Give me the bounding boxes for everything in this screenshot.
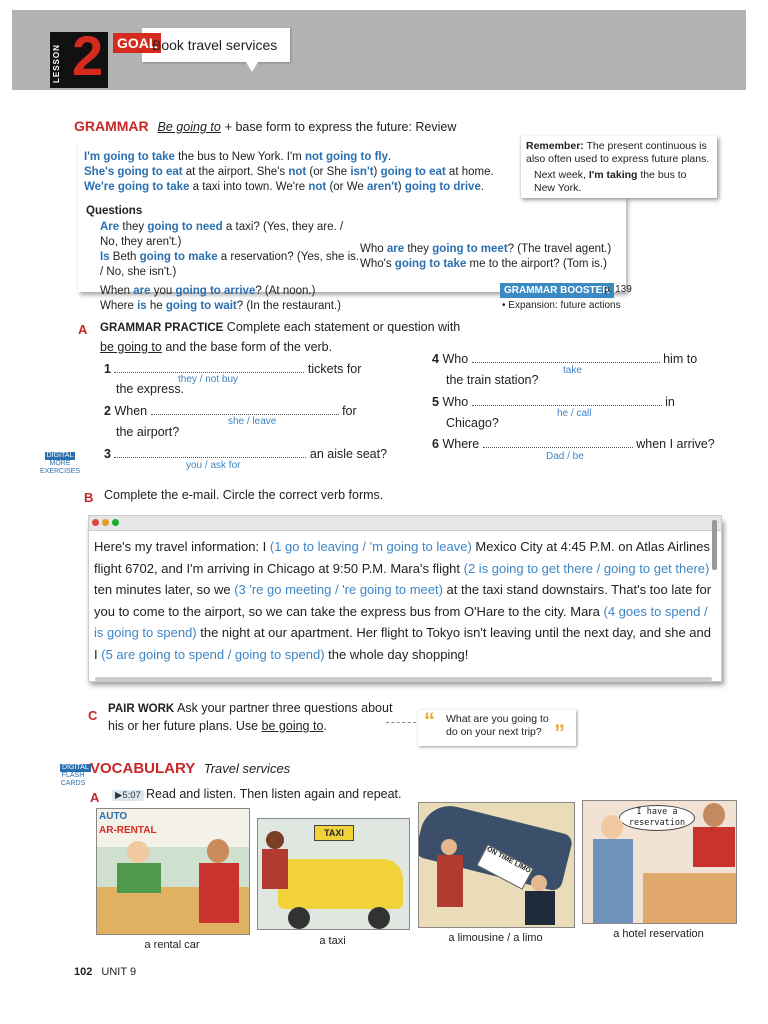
- grammar-booster-tag[interactable]: GRAMMAR BOOSTER: [500, 283, 614, 298]
- verb-choice[interactable]: (4 goes to spend / is going to spend): [94, 603, 708, 640]
- taxi-body: [278, 859, 403, 909]
- taxi-wheel: [368, 907, 390, 929]
- page-footer: [74, 966, 136, 978]
- email-text: Mexico City at 4:45 P.M. on Atlas Airlines flight 6702, and I'm arriving in Chicago at 9:50 P.M. Mara's flight: [94, 539, 711, 576]
- grammar-segment: ? (In the restaurant.): [236, 300, 341, 312]
- grammar-topic-rest: + base form to express the future: Review: [224, 120, 457, 134]
- question-line: [360, 242, 622, 257]
- email-text: the whole day shopping!: [324, 646, 469, 662]
- audio-track: 5:07: [122, 790, 141, 801]
- item-line2: the express.: [116, 382, 185, 396]
- grammar-segment: at the airport. She's: [182, 166, 289, 178]
- digital-line: FLASH: [61, 772, 85, 779]
- vocab-instruction: Read and listen. Then listen again and repeat.: [146, 787, 402, 801]
- grammar-segment: Are: [100, 221, 120, 233]
- grammar-segment: a taxi into town. We're: [189, 181, 309, 193]
- grammar-segment: .: [480, 181, 485, 193]
- minimize-window-icon[interactable]: [102, 519, 109, 526]
- questions-right: [360, 242, 622, 272]
- item-after: when I arrive?: [636, 437, 715, 451]
- grammar-segment: going to make: [139, 251, 218, 263]
- driver-body: [525, 891, 555, 925]
- grammar-segment: We're going to take: [84, 181, 190, 193]
- goal-box-tail: [246, 62, 258, 72]
- clerk-body: [117, 863, 161, 893]
- grammar-segment: She's going to eat: [84, 166, 183, 178]
- grammar-segment: Who: [360, 243, 387, 255]
- item-hint: you / ask for: [186, 460, 241, 471]
- receptionist-body: [693, 827, 735, 867]
- open-quote-icon: “: [424, 708, 435, 733]
- item-hint: they / not buy: [178, 374, 239, 385]
- rental-sign-top: AUTO: [99, 811, 128, 822]
- grammar-segment: at home.: [445, 166, 494, 178]
- grammar-segment: the bus to New York. I'm: [174, 151, 305, 163]
- statement-line: [84, 150, 524, 165]
- exercise-a-instruction-1: Complete each statement or question with: [226, 320, 461, 334]
- digital-line: MORE: [49, 460, 71, 467]
- item-before: Who: [442, 352, 469, 366]
- grammar-segment: they: [404, 243, 433, 255]
- customer-body: [199, 863, 239, 923]
- item-before: Who: [442, 395, 469, 409]
- item-after: an aisle seat?: [309, 447, 388, 461]
- item-line2: the airport?: [116, 425, 180, 439]
- grammar-segment: going to need: [147, 221, 223, 233]
- grammar-segment: ): [373, 166, 381, 178]
- grammar-segment: going to wait: [165, 300, 237, 312]
- booster-item-text: Expansion: future actions: [508, 300, 621, 311]
- passenger-body: [262, 849, 288, 889]
- rental-car-image: [96, 808, 250, 935]
- hotel-desk: [643, 873, 736, 923]
- remember-example-bold: I'm taking: [588, 169, 638, 181]
- grammar-segment: going to meet: [432, 243, 508, 255]
- answer-blank[interactable]: [472, 362, 660, 363]
- close-quote-icon: ”: [554, 720, 565, 745]
- exercise-a-item-6: [432, 437, 742, 451]
- grammar-segment: a reservation? (Yes, she is. / No, she isn't.): [100, 251, 360, 278]
- grammar-heading-row: [74, 118, 456, 134]
- grammar-segment: not: [288, 166, 307, 178]
- item-number: 6: [432, 437, 439, 451]
- hotel-reservation-image: [582, 800, 737, 924]
- grammar-segment: not going to fly: [304, 151, 388, 163]
- item-after: him to: [663, 352, 698, 366]
- close-window-icon[interactable]: [92, 519, 99, 526]
- questions-left: [100, 220, 360, 314]
- vocabulary-subheading: Travel services: [203, 761, 291, 776]
- grammar-segment: (or We: [326, 181, 367, 193]
- grammar-segment: going to take: [394, 258, 467, 270]
- exercise-a-item-4: [432, 352, 732, 366]
- digital-flash-cards[interactable]: [60, 764, 89, 788]
- question-line: [100, 220, 360, 250]
- grammar-segment: not: [308, 181, 327, 193]
- caption-hotel-reservation: a hotel reservation: [613, 928, 704, 940]
- quote-text: What are you going to do on your next trip?: [446, 713, 549, 738]
- grammar-segment: .: [388, 151, 392, 163]
- grammar-segment: (or She: [306, 166, 351, 178]
- grammar-segment: you: [150, 285, 176, 297]
- grammar-segment: ? (The travel agent.): [507, 243, 612, 255]
- statement-line: [84, 180, 524, 195]
- grammar-segment: they: [119, 221, 148, 233]
- grammar-segment: ? (At noon.): [255, 285, 316, 297]
- play-icon: ▶: [115, 790, 123, 801]
- taxi-sign: TAXI: [314, 825, 354, 841]
- quote-connector: [386, 722, 416, 723]
- traveler-body: [437, 855, 463, 907]
- item-number: 4: [432, 352, 439, 366]
- email-title-bar: [88, 515, 722, 531]
- item-after: in: [665, 395, 675, 409]
- remember-text: [526, 140, 712, 166]
- email-text: ten minutes later, so we: [94, 582, 235, 597]
- item-before: When: [114, 404, 148, 418]
- exercise-b-letter: B: [84, 490, 94, 505]
- grammar-segment: going to eat: [380, 166, 446, 178]
- exercise-c-heading: PAIR WORK: [108, 703, 175, 715]
- grammar-segment: I'm going to take: [84, 151, 175, 163]
- digital-more-exercises[interactable]: [40, 452, 80, 476]
- question-line: [100, 299, 360, 314]
- email-text: the night at our apartment. Her flight to Tokyo isn't leaving until the next day, and she and I: [94, 625, 711, 662]
- booster-page: p. 139: [604, 284, 632, 295]
- goal-title: Book travel services: [152, 37, 278, 53]
- customer-head: [207, 839, 229, 863]
- statement-line: [84, 165, 524, 180]
- lesson-word: LESSON: [52, 44, 61, 84]
- grammar-heading: GRAMMAR: [74, 118, 149, 134]
- speech-bubble: I have a reservation: [619, 805, 695, 831]
- email-text: at the taxi stand downstairs. That's too late for you to come to the airport, so we can take the express bus from O'Hare to the city. Mara: [94, 582, 712, 619]
- unit-label: UNIT 9: [101, 966, 137, 978]
- question-line: [100, 250, 360, 280]
- guest-body: [593, 839, 633, 923]
- grammar-segment: When: [100, 285, 134, 297]
- exercise-a-instruction-2: and the base form of the verb.: [165, 340, 333, 354]
- verb-choice[interactable]: (5 are going to spend / going to spend): [101, 646, 325, 662]
- grammar-segment: are: [386, 243, 405, 255]
- email-vertical-scrollbar[interactable]: [712, 520, 717, 570]
- grammar-segment: going to drive: [404, 181, 481, 193]
- limo-sign: ON TIME LIMO: [476, 844, 533, 890]
- exercise-c-instruction-1: Ask your partner three questions about his or her future plans. Use: [108, 701, 393, 733]
- item-line2: the train station?: [446, 373, 539, 387]
- answer-blank[interactable]: [114, 457, 306, 458]
- exercise-a-heading: GRAMMAR PRACTICE: [100, 322, 224, 334]
- exercise-a-item-5: [432, 395, 732, 409]
- zoom-window-icon[interactable]: [112, 519, 119, 526]
- grammar-segment: ): [397, 181, 405, 193]
- item-hint: take: [563, 365, 582, 376]
- grammar-segment: are: [133, 285, 151, 297]
- passenger-head: [266, 831, 284, 849]
- caption-rental-car: a rental car: [144, 939, 200, 951]
- grammar-segment: Beth: [109, 251, 140, 263]
- grammar-topic-underlined: Be going to: [157, 120, 221, 134]
- answer-blank[interactable]: [483, 447, 633, 448]
- remember-example-part2: the bus to New York.: [534, 169, 687, 194]
- grammar-segment: isn't: [350, 166, 374, 178]
- remember-example: [534, 169, 704, 195]
- vocab-a-letter: A: [90, 790, 100, 805]
- limousine-image: [418, 802, 575, 928]
- exercise-c-underlined: be going to: [261, 719, 324, 733]
- taxi-image: [257, 818, 410, 930]
- grammar-segment: going to arrive: [175, 285, 256, 297]
- item-hint: Dad / be: [546, 451, 584, 462]
- booster-item: • Expansion: future actions: [502, 300, 621, 311]
- questions-label: Questions: [86, 205, 143, 217]
- digital-line: EXERCISES: [40, 468, 81, 475]
- exercise-a-underlined: be going to: [100, 340, 162, 354]
- item-hint: she / leave: [228, 416, 277, 427]
- traveler-head: [441, 839, 457, 855]
- exercise-a-item-3: [104, 447, 424, 461]
- grammar-statements: [84, 150, 524, 195]
- exercise-a-letter: A: [78, 322, 88, 337]
- goal-tag: GOAL: [113, 33, 161, 53]
- remember-label: Remember:: [526, 140, 584, 152]
- digital-label: DIGITAL: [62, 764, 89, 771]
- verb-choice[interactable]: (1 go to leaving / 'm going to leave): [269, 539, 472, 554]
- rental-sign: AR-RENTAL: [99, 825, 157, 836]
- driver-head: [531, 875, 547, 891]
- question-line: [360, 257, 622, 272]
- grammar-segment: Where: [100, 300, 138, 312]
- grammar-segment: is: [137, 300, 147, 312]
- item-number: 1: [104, 362, 111, 376]
- grammar-segment: Is: [100, 251, 110, 263]
- vocabulary-heading: VOCABULARY: [90, 760, 196, 777]
- exercise-c-instruction-2: .: [323, 719, 327, 733]
- question-line: [100, 284, 360, 299]
- email-body: [94, 536, 712, 665]
- exercise-c-instruction: [108, 700, 408, 735]
- receptionist-head: [703, 803, 725, 827]
- clerk-head: [127, 841, 149, 863]
- item-number: 3: [104, 447, 111, 461]
- exercise-a-item-1: [104, 362, 404, 376]
- grammar-segment: a taxi? (Yes, they are. / No, they aren't.): [100, 221, 344, 248]
- item-number: 2: [104, 404, 111, 418]
- item-hint: he / call: [557, 408, 592, 419]
- remember-body: The present continuous is also often used to express future plans.: [526, 140, 710, 165]
- verb-choice[interactable]: (2 is going to get there / going to get there): [463, 560, 710, 576]
- item-line2: Chicago?: [446, 416, 499, 430]
- guest-head: [601, 815, 623, 839]
- taxi-wheel: [288, 907, 310, 929]
- grammar-segment: aren't: [366, 181, 398, 193]
- caption-limousine: a limousine / a limo: [448, 932, 543, 944]
- item-number: 5: [432, 395, 439, 409]
- vocabulary-heading-row: [90, 760, 290, 778]
- audio-button[interactable]: [112, 790, 144, 801]
- verb-choice[interactable]: (3 're go meeting / 're going to meet): [234, 582, 443, 597]
- grammar-segment: he: [146, 300, 166, 312]
- grammar-segment: Who's: [360, 258, 395, 270]
- answer-blank[interactable]: [472, 405, 662, 406]
- grammar-segment: me to the airport? (Tom is.): [466, 258, 607, 270]
- digital-line: CARDS: [60, 780, 86, 787]
- exercise-b-instruction: Complete the e-mail. Circle the correct verb forms.: [104, 488, 384, 502]
- answer-blank[interactable]: [114, 372, 304, 373]
- answer-blank[interactable]: [151, 414, 339, 415]
- item-after: for: [342, 404, 357, 418]
- email-text: Here's my travel information: I: [94, 539, 270, 554]
- exercise-a-instruction: [100, 318, 480, 357]
- exercise-c-letter: C: [88, 708, 98, 723]
- lesson-number: 2: [72, 24, 104, 87]
- item-after: tickets for: [307, 362, 362, 376]
- digital-label: DIGITAL: [46, 452, 74, 459]
- page-number: 102: [74, 966, 93, 978]
- email-horizontal-scrollbar[interactable]: [95, 677, 712, 681]
- item-before: Where: [442, 437, 480, 451]
- caption-taxi: a taxi: [319, 935, 346, 947]
- remember-example-part1: Next week,: [534, 169, 589, 181]
